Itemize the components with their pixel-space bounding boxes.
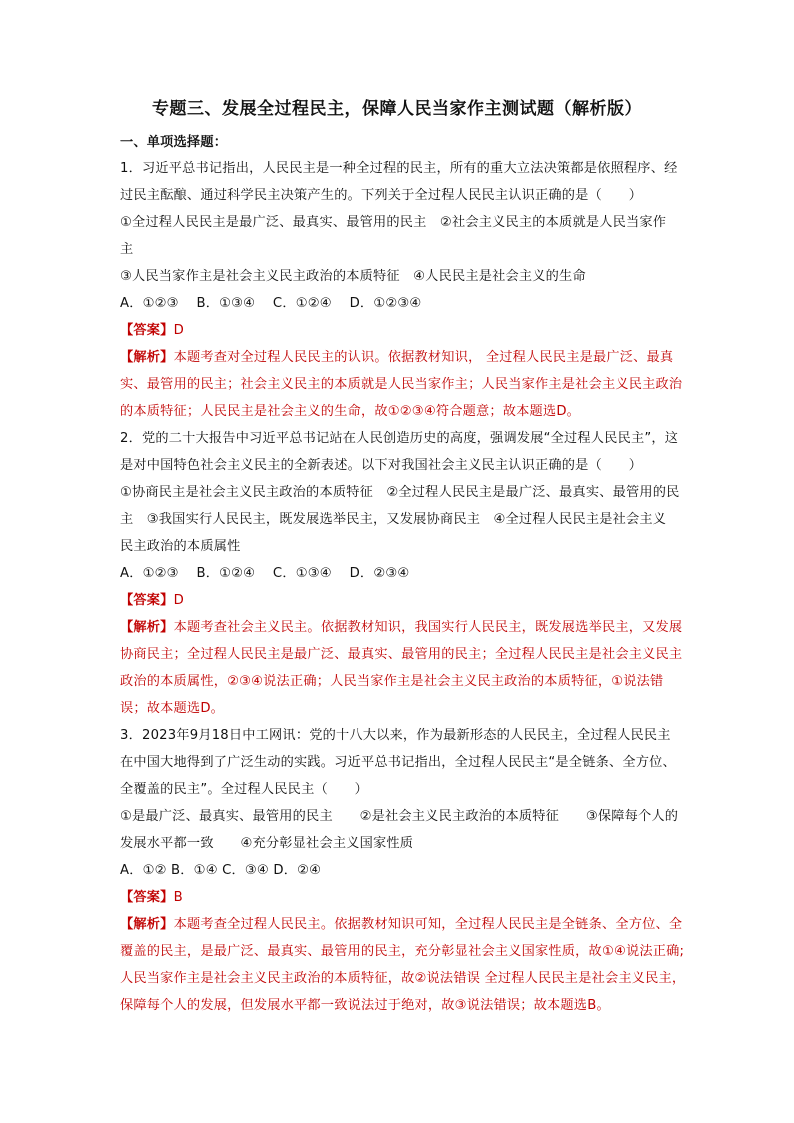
analysis-label: 【解析】: [120, 350, 174, 365]
analysis-text: 本题考查社会主义民主。依据教材知识，我国实行人民民主，既发展选举民主，又发展: [173, 620, 683, 635]
answer-value: B: [173, 890, 183, 905]
answer-value: D: [173, 323, 184, 338]
question-3-options: A．①② B．①④ C．③④ D．②④: [120, 863, 322, 878]
question-1-stem-line: 1．习近平总书记指出，人民民主是一种全过程的民主，所有的重大立法决策都是依照程序、经: [120, 161, 678, 176]
question-1-statement: ③人民当家作主是社会主义民主政治的本质特征 ④人民民主是社会主义的生命: [120, 269, 586, 284]
question-1-stem-line: 过民主酝酿、通过科学民主决策产生的。下列关于全过程人民民主认识正确的是（ ）: [120, 188, 643, 203]
analysis-text: 本题考查对全过程人民民主的认识。依据教材知识， 全过程人民民主是最广泛、最真: [173, 350, 674, 365]
question-2-stem-line: 是对中国特色社会主义民主的全新表述。以下对我国社会主义民主认识正确的是（ ）: [120, 458, 643, 473]
question-3-stem-line: 全覆盖的民主”。全过程人民民主（ ）: [120, 782, 369, 797]
section-heading: 一、单项选择题：: [120, 135, 228, 150]
question-1-analysis-line: 实、最管用的民主；社会主义民主的本质就是人民当家作主；人民当家作主是社会主义民主政治: [120, 377, 683, 392]
question-1-answer: [120, 321, 710, 341]
question-1-analysis: [120, 348, 710, 368]
question-1-analysis-line: 的本质特征；人民民主是社会主义的生命，故①②③④符合题意；故本题选D。: [120, 404, 581, 419]
question-3-analysis-line: 覆盖的民主，是最广泛、最真实、最管用的民主，充分彰显社会主义国家性质，故①④说法正确;: [120, 944, 685, 959]
question-1-statement: ①全过程人民民主是最广泛、最真实、最管用的民主 ②社会主义民主的本质就是人民当家作: [120, 215, 667, 230]
question-3-stem-line: 在中国大地得到了广泛生动的实践。习近平总书记指出，全过程人民民主“是全链条、全方位、: [120, 755, 676, 770]
question-3-analysis: [120, 915, 710, 935]
question-1-options: A．①②③ B．①③④ C．①②④ D．①②③④: [120, 296, 422, 311]
question-2-analysis-line: 协商民主；全过程人民民主是最广泛、最真实、最管用的民主；全过程人民民主是社会主义民主: [120, 647, 683, 662]
question-2-statement: ①协商民主是社会主义民主政治的本质特征 ②全过程人民民主是最广泛、最真实、最管用的民: [120, 485, 680, 500]
answer-label: 【答案】: [120, 323, 174, 338]
question-2-analysis-line: 政治的本质属性，②③④说法正确；人民当家作主是社会主义民主政治的本质特征，①说法错: [120, 674, 664, 689]
question-2-analysis: [120, 618, 710, 638]
question-2-answer: [120, 591, 710, 611]
question-2-analysis-line: 误；故本题选D。: [120, 701, 225, 716]
answer-value: D: [173, 593, 184, 608]
analysis-label: 【解析】: [120, 917, 174, 932]
page-title: 专题三、发展全过程民主，保障人民当家作主测试题（解析版）: [152, 99, 642, 119]
question-3-statement: 发展水平都一致 ④充分彰显社会主义国家性质: [120, 836, 414, 851]
question-3-statement: ①是最广泛、最真实、最管用的民主 ②是社会主义民主政治的本质特征 ③保障每个人的: [120, 809, 679, 824]
answer-label: 【答案】: [120, 593, 174, 608]
question-2-options: A．①②③ B．①②④ C．①③④ D．②③④: [120, 566, 410, 581]
question-2-statement: 主 ③我国实行人民民主，既发展选举民主，又发展协商民主 ④全过程人民民主是社会主义: [120, 512, 667, 527]
analysis-label: 【解析】: [120, 620, 174, 635]
answer-label: 【答案】: [120, 890, 174, 905]
question-2-statement: 民主政治的本质属性: [120, 539, 241, 554]
question-3-analysis-line: 人民当家作主是社会主义民主政治的本质特征，故②说法错误 全过程人民民主是社会主义民主，: [120, 971, 686, 986]
question-3-analysis-line: 保障每个人的发展，但发展水平都一致说法过于绝对，故③说法错误；故本题选B。: [120, 998, 610, 1013]
question-3-answer: [120, 888, 710, 908]
analysis-text: 本题考查全过程人民民主。依据教材知识可知，全过程人民民主是全链条、全方位、全: [173, 917, 683, 932]
question-2-stem-line: 2．党的二十大报告中习近平总书记站在人民创造历史的高度，强调发展“全过程人民民主”，这: [120, 431, 679, 446]
question-1-statement: 主: [120, 242, 134, 257]
question-3-stem-line: 3．2023年9月18日中工网讯：党的十八大以来，作为最新形态的人民民主，全过程人民民主: [120, 728, 671, 743]
